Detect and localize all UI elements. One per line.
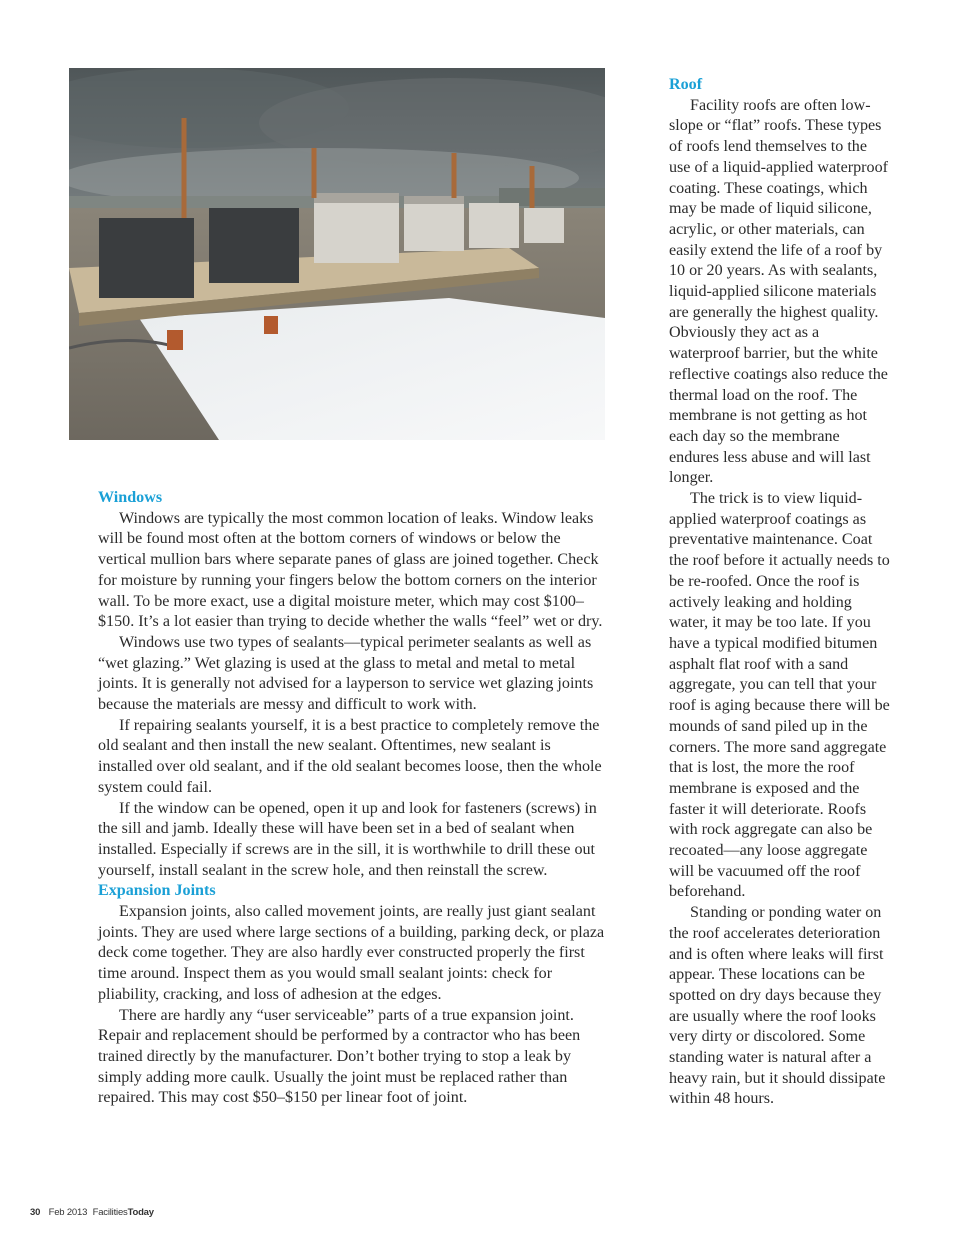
brand-light: Facilities <box>92 1207 128 1218</box>
page-number: 30 <box>30 1207 41 1218</box>
windows-paragraph: If repairing sealants yourself, it is a best practice to completely remove the old sealant and then install the new sealant. Oftentimes, new sealant is installed over old sealant, and if the old sealant becomes loose, then the whole system could fail. <box>98 716 602 796</box>
windows-paragraph: Windows use two types of sealants—typical perimeter sealants as well as “wet glazing.” Wet glazing is used at the glass to metal and metal to metal joints. It is generally not advised for a layperson to service wet glazing joints because the materials are messy and difficult to work with. <box>98 633 594 714</box>
issue-date: Feb 2013 <box>48 1207 88 1218</box>
brand-bold: Today <box>127 1207 154 1218</box>
roof-paragraph: The trick is to view liquid-applied waterproof coatings as preventative maintenance. Coat the roof before it actually needs to be re-roofed. Once the roof is actively leaking and holding water, it may be too late. If you have a typical modified bitumen asphalt flat roof with a sand aggregate, you can tell that your roof is aging because there will be mounds of sand piled up in the corners. The more sand aggregate that is lost, the more the roof membrane is exposed and the faster it will deteriorate. Roofs with rock aggregate can also be recoated—any loose aggregate will be vacuumed off the roof beforehand. <box>669 490 890 901</box>
right-column <box>669 75 891 1110</box>
rooftop-hvac-photo <box>69 68 605 440</box>
section-heading-windows: Windows <box>98 489 163 506</box>
section-heading-expansion-joints: Expansion Joints <box>98 882 216 900</box>
expansion-paragraph: There are hardly any “user serviceable” parts of a true expansion joint. Repair and replacement should be performed by a contractor who has been trained directly by the manufacturer. Don’t bother trying to stop a leak by simply adding more caulk. Usually the joint must be replaced rather than repaired. This may cost $50–$150 per linear foot of joint. <box>98 1006 581 1107</box>
page-footer <box>30 1207 154 1218</box>
section-heading-roof: Roof <box>669 76 703 93</box>
roof-paragraph: Standing or ponding water on the roof accelerates deterioration and is often where leaks will first appear. These locations can be spotted on dry days because they are usually where the roof looks very dirty or discolored. Some standing water is natural after a heavy rain, but it should dissipate within 48 hours. <box>669 904 886 1108</box>
windows-paragraph: If the window can be opened, open it up and look for fasteners (screws) in the sill and jamb. Ideally these will have been set in a bed of sealant when installed. Especially if screws are in the sill, it is worthwhile to drill these out yourself, install sealant in the screw hole, and then reinstall the screw. <box>98 799 597 879</box>
left-column <box>98 488 608 1109</box>
publication-name <box>93 1207 154 1218</box>
expansion-paragraph: Expansion joints, also called movement joints, are really just giant sealant joints. They are used where large sections of a building, parking deck, or plaza deck come together. They are also hardly ever constructed properly the first time around. Inspect them as you would small sealant joints: check for pliability, cracking, and loss of adhesion at the edges. <box>98 903 605 1003</box>
windows-paragraph: Windows are typically the most common location of leaks. Window leaks will be found most often at the bottom corners of windows or below the vertical mullion bars where separate panes of glass are joined together. Check for moisture by running your fingers below the bottom corners on the interior wall. To be more exact, use a digital moisture meter, which may cost $100–$150. It’s a lot easier than trying to decide whether the walls “feel” wet or dry. <box>98 509 603 631</box>
roof-paragraph: Facility roofs are often low-slope or “flat” roofs. These types of roofs lend themselves to the use of a liquid-applied waterproof coating. These coatings, which may be made of liquid silicone, acrylic, or other materials, can easily extend the life of a roof by 10 or 20 years. As with sealants, liquid-applied silicone materials are generally the highest quality. Obviously they act as a waterproof barrier, but the white reflective coatings also reduce the thermal load on the roof. The membrane is not getting as hot each day so the membrane endures less abuse and will last longer. <box>669 96 888 487</box>
